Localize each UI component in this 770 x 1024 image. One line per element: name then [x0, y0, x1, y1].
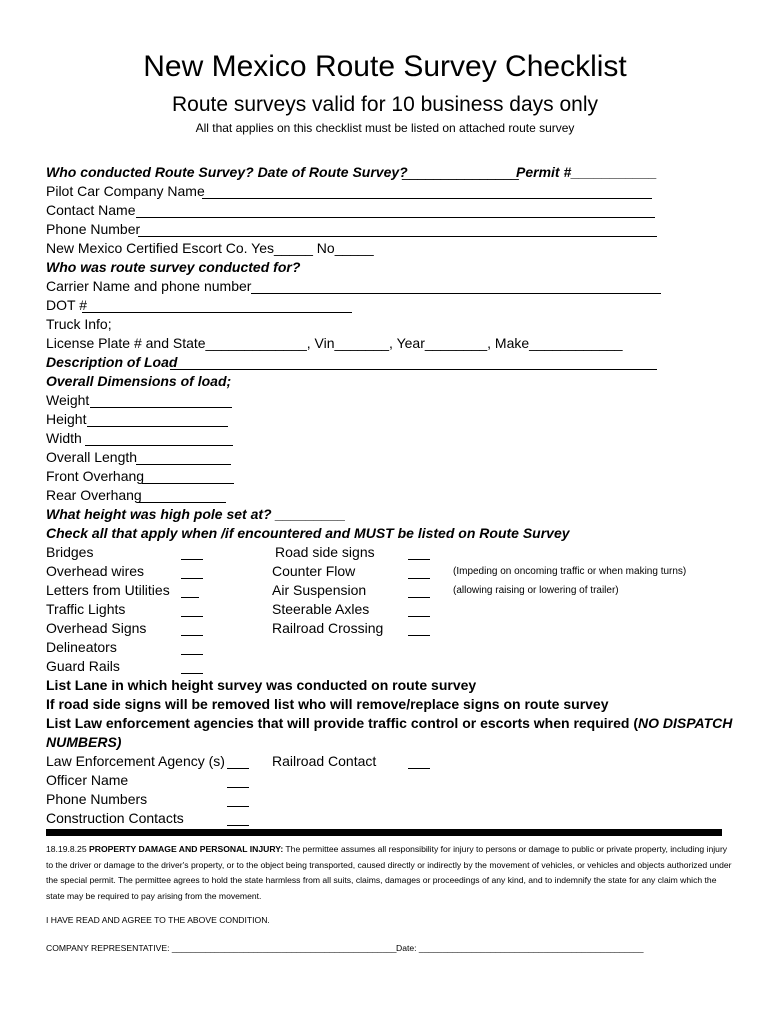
contact-name-label: Contact Name: [46, 202, 136, 218]
railroad-contact-blank[interactable]: [408, 768, 430, 769]
checklist-item-utilities: Letters from Utilities: [46, 582, 170, 598]
officer-name-blank[interactable]: [227, 787, 249, 788]
legal-text: The permittee assumes all responsibility for injury to persons or damage to public or private property, including injury to the driver or damage to the driver's property, or to the object being transported, caused directly or indirectly by the movement of vehicles, or vehicles and objects authorized under the special permit. The permittee agrees to hold the state harmless from all suits, claims, damages or proceedings of any kind, and to indemnify the state for any claim which the state may be required to pay arising from the movement.: [46, 844, 732, 901]
legal-heading: PROPERTY DAMAGE AND PERSONAL INJURY:: [89, 844, 284, 854]
check-blank-traffic-lights[interactable]: [181, 616, 203, 617]
phone-numbers-label: Phone Numbers: [46, 791, 148, 807]
date-signature-field[interactable]: Date: _______________________________________________: [396, 943, 644, 953]
construction-contacts-label: Construction Contacts: [46, 810, 184, 826]
carrier-label: Carrier Name and phone number: [46, 278, 252, 294]
checklist-item-guard-rails: Guard Rails: [46, 658, 120, 674]
license-plate-field[interactable]: License Plate # and State_____________, Vin_______, Year________, Make____________: [46, 335, 623, 351]
checklist-item-air-suspension: Air Suspension: [272, 582, 367, 598]
checklist-item-overhead-wires: Overhead wires: [46, 563, 145, 579]
construction-contacts-blank[interactable]: [227, 825, 249, 826]
no-dispatch-emphasis: NO DISPATCH: [638, 715, 733, 731]
pilot-car-label: Pilot Car Company Name: [46, 183, 205, 199]
checklist-item-steerable-axles: Steerable Axles: [272, 601, 370, 617]
instruction-note: All that applies on this checklist must be listed on attached route survey: [195, 121, 575, 135]
phone-numbers-blank[interactable]: [227, 806, 249, 807]
dot-label: DOT #: [46, 297, 87, 313]
check-all-heading: Check all that apply when /if encountered and MUST be listed on Route Survey: [46, 525, 570, 541]
air-suspension-note: (allowing raising or lowering of trailer): [453, 585, 619, 596]
front-overhang-label: Front Overhang: [46, 468, 145, 484]
counter-flow-note: (Impeding on oncoming traffic or when making turns): [453, 566, 687, 577]
agree-statement: I HAVE READ AND AGREE TO THE ABOVE CONDITION.: [46, 915, 270, 925]
conducted-for-label: Who was route survey conducted for?: [46, 259, 301, 275]
check-blank-guard-rails[interactable]: [181, 673, 203, 674]
height-label: Height: [46, 411, 87, 427]
pole-height-field[interactable]: What height was high pole set at? _________: [46, 506, 346, 522]
road-side-instruction: If road side signs will be removed list who will remove/replace signs on route survey: [46, 696, 609, 712]
railroad-contact-label: Railroad Contact: [272, 753, 377, 769]
law-agency-blank[interactable]: [227, 768, 249, 769]
checklist-item-bridges: Bridges: [46, 544, 94, 560]
description-label: Description of Load: [46, 354, 178, 370]
rear-overhang-field[interactable]: [137, 502, 226, 503]
survey-date-field[interactable]: _______________: [402, 164, 519, 180]
phone-number-label: Phone Number: [46, 221, 141, 237]
checklist-item-traffic-lights: Traffic Lights: [46, 601, 126, 617]
front-overhang-field[interactable]: [142, 483, 234, 484]
page-subtitle: Route surveys valid for 10 business days only: [171, 93, 599, 116]
weight-field[interactable]: [90, 407, 232, 408]
check-blank-steerable-axles[interactable]: [408, 616, 430, 617]
carrier-field[interactable]: [251, 293, 661, 294]
who-conducted-label: Who conducted Route Survey? Date of Route Survey?: [46, 164, 408, 180]
lane-instruction: List Lane in which height survey was conducted on route survey: [46, 677, 477, 693]
height-field[interactable]: [87, 426, 228, 427]
overall-length-label: Overall Length: [46, 449, 138, 465]
weight-label: Weight: [46, 392, 90, 408]
description-field[interactable]: [170, 369, 657, 370]
check-blank-overhead-signs[interactable]: [181, 635, 203, 636]
check-blank-air-suspension[interactable]: [408, 597, 430, 598]
checklist-item-road-side-signs: Road side signs: [275, 544, 375, 560]
checklist-item-overhead-signs: Overhead Signs: [46, 620, 147, 636]
check-blank-bridges[interactable]: [181, 559, 203, 560]
dot-field[interactable]: [82, 312, 352, 313]
phone-number-field[interactable]: [138, 236, 657, 237]
certified-escort-field[interactable]: New Mexico Certified Escort Co. Yes_____ No_____: [46, 240, 374, 256]
overall-length-field[interactable]: [136, 464, 231, 465]
law-instruction-line2: NUMBERS): [46, 734, 122, 750]
section-divider: [46, 829, 722, 836]
officer-name-label: Officer Name: [46, 772, 129, 788]
permit-field[interactable]: Permit #___________: [516, 164, 657, 180]
law-instruction: [46, 715, 732, 731]
company-rep-field[interactable]: COMPANY REPRESENTATIVE: _______________________________________________: [46, 943, 397, 953]
pilot-car-field[interactable]: [202, 198, 652, 199]
check-blank-railroad-crossing[interactable]: [408, 635, 430, 636]
check-blank-road-side-signs[interactable]: [408, 559, 430, 560]
checklist-item-counter-flow: Counter Flow: [272, 563, 356, 579]
contact-name-field[interactable]: [136, 217, 655, 218]
check-blank-counter-flow[interactable]: [408, 578, 430, 579]
check-blank-overhead-wires[interactable]: [181, 578, 203, 579]
legal-code: 18.19.8.25: [46, 844, 90, 854]
truck-info-label: Truck Info;: [46, 316, 112, 332]
width-field[interactable]: [85, 445, 233, 446]
check-blank-utilities[interactable]: [181, 597, 199, 598]
page-title: New Mexico Route Survey Checklist: [143, 50, 627, 83]
check-blank-delineators[interactable]: [181, 654, 203, 655]
law-instruction-text: List Law enforcement agencies that will provide traffic control or escorts when required (: [46, 715, 639, 731]
legal-paragraph: [46, 842, 736, 904]
dimensions-label: Overall Dimensions of load;: [46, 373, 232, 389]
rear-overhang-label: Rear Overhang: [46, 487, 142, 503]
checklist-item-delineators: Delineators: [46, 639, 117, 655]
width-label: Width: [46, 430, 82, 446]
checklist-item-railroad-crossing: Railroad Crossing: [272, 620, 384, 636]
law-agency-label: Law Enforcement Agency (s): [46, 753, 225, 769]
